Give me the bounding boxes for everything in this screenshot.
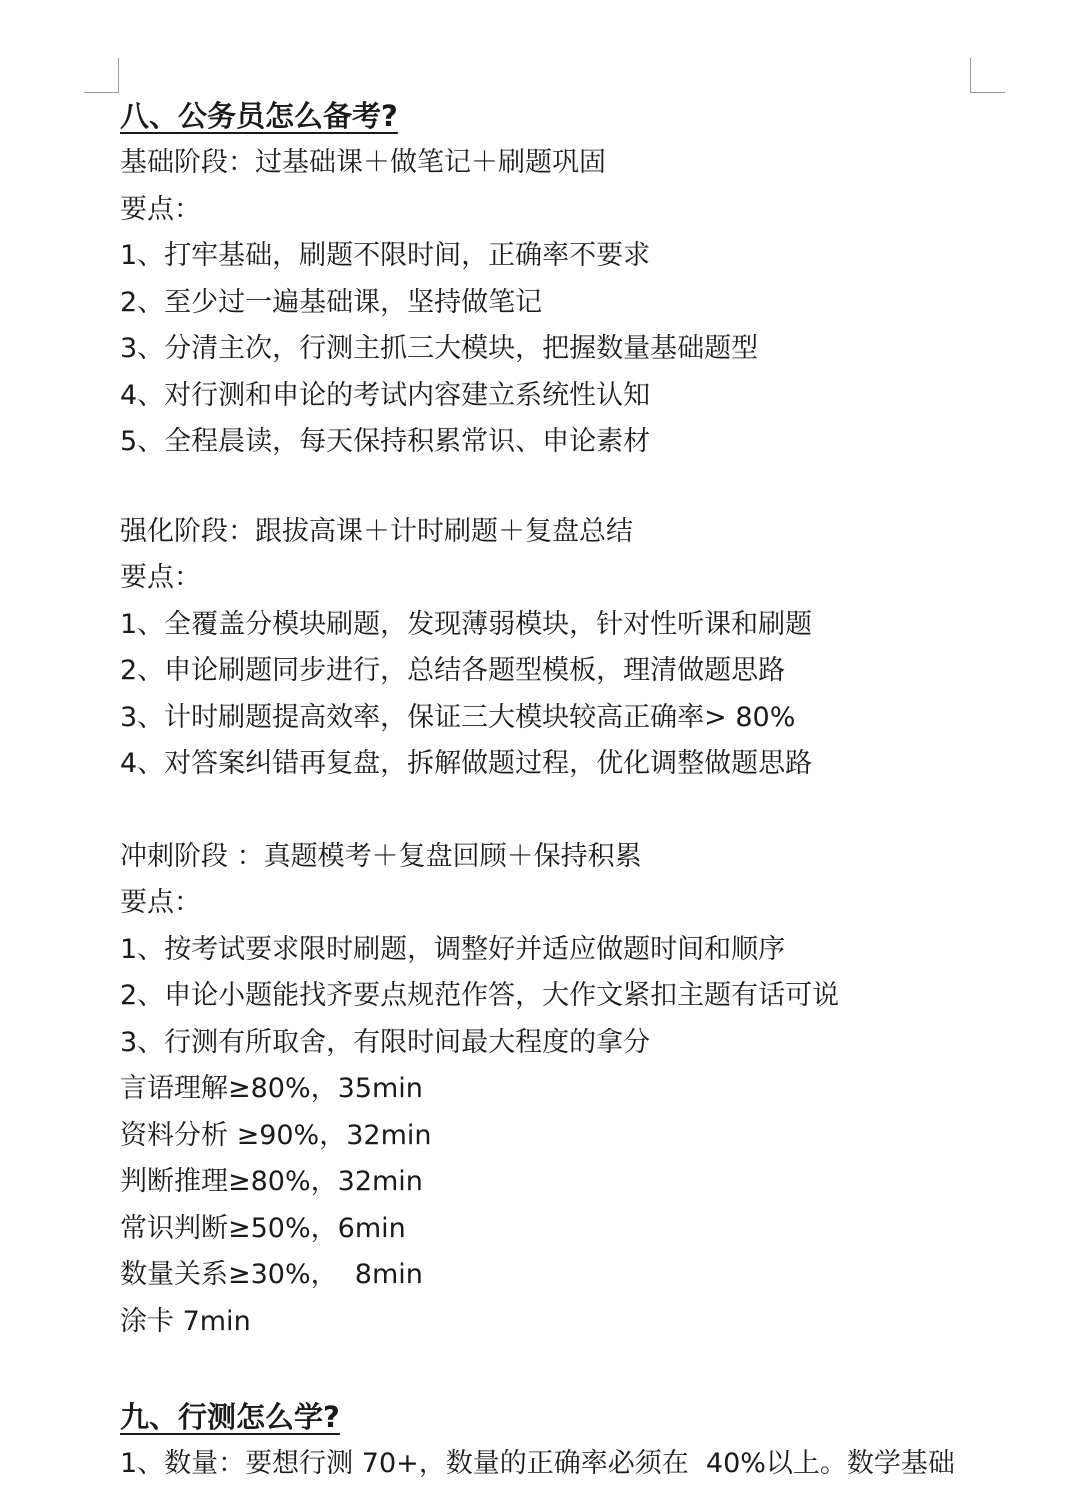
sprint-target: 数量关系≥30%， 8min [120,1259,423,1290]
basic-stage-title: 基础阶段：过基础课＋做笔记＋刷题巩固 [120,147,606,178]
sprint-target: 涂卡 7min [120,1305,251,1337]
basic-key-label: 要点： [120,193,201,225]
basic-point: 1、打牢基础，刷题不限时间，正确率不要求 [120,240,651,271]
sprint-target: 资料分析 ≥90%，32min [120,1119,432,1151]
basic-point: 5、全程晨读，每天保持积累常识、申论素材 [120,426,651,457]
blank-line [120,466,1000,509]
sprint-target: 言语理解≥80%，35min [120,1073,423,1104]
sprint-point: 1、按考试要求限时刷题，调整好并适应做题时间和顺序 [120,933,786,965]
section-9-heading-wrap [120,1393,1000,1441]
intensive-point: 3、计时刷题提高效率，保证三大模块较高正确率> 80% [120,701,796,733]
sprint-target: 常识判断≥50%，6min [120,1212,406,1244]
section-9-heading: 九、行测怎么学? [120,1400,340,1434]
blank-line [120,1345,1000,1393]
basic-point: 3、分清主次，行测主抓三大模块，把握数量基础题型 [120,333,759,364]
intensive-point: 1、全覆盖分模块刷题，发现薄弱模块，针对性听课和刷题 [120,608,813,640]
page-corner-mark-top-left [84,58,119,93]
page-corner-mark-top-right [970,58,1005,93]
basic-point: 4、对行测和申论的考试内容建立系统性认知 [120,379,651,411]
section-9-point: 1、数量：要想行测 70+，数量的正确率必须在 40%以上。数学基础 [120,1448,955,1479]
intensive-stage-title: 强化阶段：跟拔高课＋计时刷题＋复盘总结 [120,515,633,547]
intensive-point: 4、对答案纠错再复盘，拆解做题过程，优化调整做题思路 [120,748,813,779]
sprint-key-label: 要点： [120,887,201,918]
sprint-stage-title: 冲刺阶段 ：真题模考＋复盘回顾＋保持积累 [120,840,642,872]
sprint-target: 判断推理≥80%，32min [120,1166,423,1197]
section-8-heading: 八、公务员怎么备考? [120,99,398,133]
intensive-key-label: 要点： [120,562,201,593]
blank-line [120,788,1000,834]
sprint-point: 3、行测有所取舍，有限时间最大程度的拿分 [120,1026,651,1058]
intensive-point: 2、申论刷题同步进行，总结各题型模板，理清做题思路 [120,655,786,686]
document-body [120,92,1000,1488]
section-8-heading-wrap [120,92,1000,140]
sprint-point: 2、申论小题能找齐要点规范作答，大作文紧扣主题有话可说 [120,980,840,1011]
basic-point: 2、至少过一遍基础课，坚持做笔记 [120,286,543,318]
